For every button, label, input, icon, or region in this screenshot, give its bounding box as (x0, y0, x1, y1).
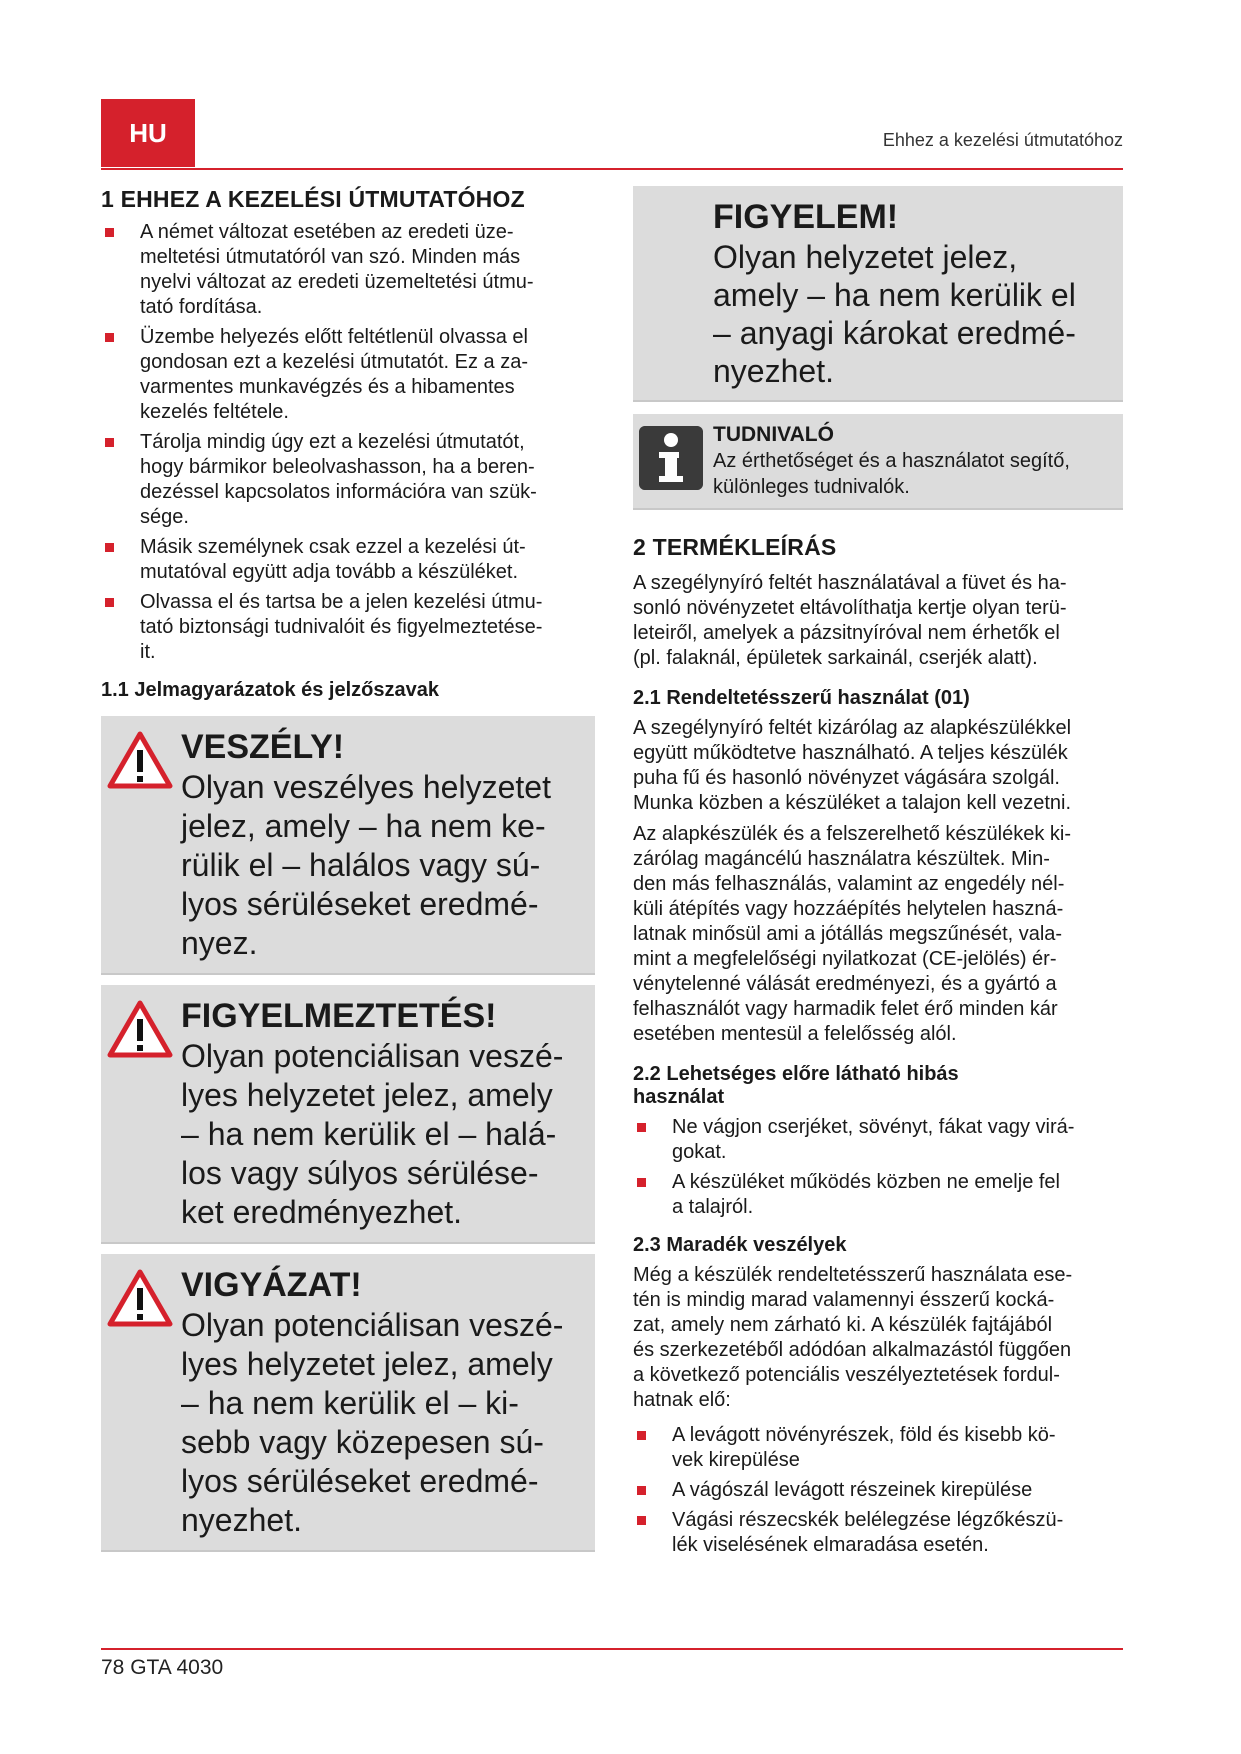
section-2-3-text: Még a készülék rendeltetésszerű használata ese- tén is mindig marad valamennyi ésszerű kocká- zat, amely nem zárható ki. A készülék fajtájából és szerkezetéből adódóan alkalmazástól függően a következő potenciális veszélyeztetések fordul- hatnak elő: (633, 1264, 1073, 1411)
section-2-2-bullets (633, 1115, 1123, 1220)
warning-title: FIGYELMEZTETÉS! (181, 997, 497, 1035)
attention-box (633, 186, 1123, 402)
note-title: TUDNIVALÓ (713, 423, 834, 446)
note-text: Az érthetőséget és a használatot segítő, különleges tudnivalók. (713, 450, 1070, 498)
section-1-title: 1 EHHEZ A KEZELÉSI ÚTMUTATÓHOZ (101, 186, 525, 212)
right-column (633, 186, 1123, 1563)
warning-text: Olyan potenciálisan veszé- lyes helyzetet jelez, amely – ha nem kerülik el – halá- los vagy súlyos sérülése- ket eredményezhet. (181, 1038, 564, 1230)
caution-title: VIGYÁZAT! (181, 1266, 362, 1304)
header-divider (101, 168, 1123, 170)
list-item: A készüléket működés közben ne emelje fel a talajról. (633, 1170, 1123, 1220)
bullet-square-icon (637, 1178, 646, 1187)
language-badge: HU (101, 99, 195, 167)
caution-box (101, 1254, 595, 1552)
bullet-square-icon (105, 333, 114, 342)
list-item: Olvassa el és tartsa be a jelen kezelési útmu- tató biztonsági tudnivalóit és figyelmeztetése- it. (101, 590, 595, 665)
list-item: Vágási részecskék belélegzése légzőkészü- lék viselésének elmaradása esetén. (633, 1508, 1123, 1558)
danger-title: VESZÉLY! (181, 728, 345, 766)
left-column (101, 186, 595, 1562)
list-item: Ne vágjon cserjéket, sövényt, fákat vagy virá- gokat. (633, 1115, 1123, 1165)
bullet-square-icon (105, 543, 114, 552)
bullet-square-icon (105, 438, 114, 447)
subsection-1-1-title: 1.1 Jelmagyarázatok és jelzőszavak (101, 679, 439, 701)
info-icon (639, 426, 703, 490)
list-item: Tárolja mindig úgy ezt a kezelési útmutatót, hogy bármikor beleolvashasson, ha a beren- dezéssel kapcsolatos információra van szük- sége. (101, 430, 595, 530)
list-item: Másik személynek csak ezzel a kezelési út- mutatóval együtt adja tovább a készüléket. (101, 535, 595, 585)
caution-text: Olyan potenciálisan veszé- lyes helyzetet jelez, amely – ha nem kerülik el – ki- sebb vagy közepesen sú- lyos sérüléseket eredmé- nyezhet. (181, 1307, 564, 1538)
bullet-square-icon (637, 1516, 646, 1525)
attention-text: Olyan helyzetet jelez, amely – ha nem kerülik el – anyagi károkat eredmé- nyezhet. (713, 239, 1076, 389)
bullet-square-icon (105, 228, 114, 237)
section-2-1-paragraph-1: A szegélynyíró feltét kizárólag az alapkészülékkel együtt működtetve használható. A teljes készülék puha fű és hasonló növényzet vágására szolgál. Munka közben a készüléket a talajon kell vezetni. (633, 717, 1072, 814)
section-1-bullets (101, 220, 595, 665)
footer-divider (101, 1648, 1123, 1650)
list-item: A levágott növényrészek, föld és kisebb kö- vek kirepülése (633, 1423, 1123, 1473)
danger-text: Olyan veszélyes helyzetet jelez, amely – ha nem ke- rülik el – halálos vagy sú- lyos sérüléseket eredmé- nyez. (181, 769, 551, 961)
page-number: 78 GTA 4030 (101, 1656, 224, 1679)
warning-triangle-icon (107, 1268, 173, 1328)
section-2-1-title: 2.1 Rendeltetésszerű használat (01) (633, 687, 970, 709)
note-box (633, 414, 1123, 510)
warning-triangle-icon (107, 730, 173, 790)
bullet-square-icon (637, 1123, 646, 1132)
section-2-2-title: 2.2 Lehetséges előre látható hibás használat (633, 1063, 959, 1108)
list-item: A német változat esetében az eredeti üze- meltetési útmutatóról van szó. Minden más nyelvi változat az eredeti üzemeltetési útmu- tató fordítása. (101, 220, 595, 320)
section-2-3-bullets (633, 1423, 1123, 1558)
bullet-square-icon (105, 598, 114, 607)
section-2-1-paragraph-2: Az alapkészülék és a felszerelhető készülékek ki- zárólag magáncélú használatra készültek. Min- den más felhasználás, valamint az engedély nél- küli átépítés vagy hozzáépítés helytelen haszná- latnak minősül ami a jótállás megszűnését, vala- mint a megfelelőségi nyilatkozat (CE-jelölés) ér- vénytelenné válását eredményezi, és a gyártó a felhasználót vagy harmadik felet érő minden kár esetében mentesül a felelősség alól. (633, 823, 1071, 1045)
danger-box (101, 716, 595, 975)
section-2-3-title: 2.3 Maradék veszélyek (633, 1234, 847, 1256)
attention-title: FIGYELEM! (713, 198, 899, 236)
warning-triangle-icon (107, 999, 173, 1059)
section-2-text: A szegélynyíró feltét használatával a füvet és ha- sonló növényzetet eltávolíthatja kertje olyan terü- leteiről, amelyek a pázsitnyíróval nem érhetők el (pl. falaknál, épületek sarkainál, cserjék alatt). (633, 572, 1067, 669)
bullet-square-icon (637, 1486, 646, 1495)
warning-box (101, 985, 595, 1244)
header-title: Ehhez a kezelési útmutatóhoz (882, 130, 1123, 150)
list-item: A vágószál levágott részeinek kirepülése (633, 1478, 1123, 1503)
bullet-square-icon (637, 1431, 646, 1440)
section-2-title: 2 TERMÉKLEÍRÁS (633, 534, 837, 560)
list-item: Üzembe helyezés előtt feltétlenül olvassa el gondosan ezt a kezelési útmutatót. Ez a za- varmentes munkavégzés és a hibamentes kezelés feltétele. (101, 325, 595, 425)
